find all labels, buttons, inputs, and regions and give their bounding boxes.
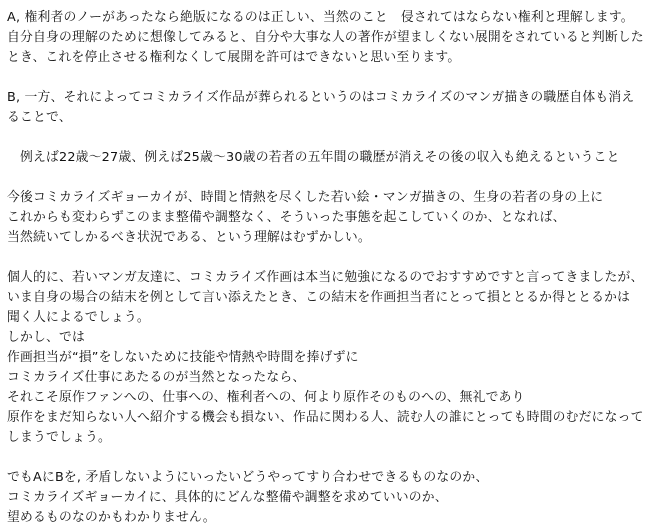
text-line: B, 一方、それによってコミカライズ作品が葬られるというのはコミカライズのマンガ描きの職歴自体も消え <box>7 90 635 105</box>
paragraph-gap <box>7 248 647 268</box>
text-line: 個人的に、若いマンガ友達に、コミカライズ作画は本当に勉強になるのでおすすめですと言ってきましたが、 <box>7 270 644 285</box>
text-line: 作画担当が“損”をしないために技能や情熱や時間を捧げずに <box>7 350 359 365</box>
text-line: 今後コミカライズギョーカイが、時間と情熱を尽くした若い絵・マンガ描きの、生身の若者の身の上に <box>7 190 604 205</box>
paragraph-gap <box>7 448 647 468</box>
text-line: 望めるものなのかもわかりません。 <box>7 510 216 525</box>
text-line: ることで、 <box>7 110 72 125</box>
text-line: それこそ原作ファンへの、仕事への、権利者への、何より原作そのものへの、無礼であり <box>7 390 525 405</box>
text-line: とき、これを停止させる権利なくして展開を許可はできないと思い至ります。 <box>7 50 461 65</box>
text-line: でもAにBを, 矛盾しないようにいったいどうやってすり合わせできるものなのか、 <box>7 470 489 485</box>
document-body <box>7 8 647 528</box>
text-line: 原作をまだ知らない人へ紹介する機会も損ない、作品に関わる人、読む人の誰にとっても時間のむだになって <box>7 410 644 425</box>
text-line: コミカライズギョーカイに、具体的にどんな整備や調整を求めていいのか、 <box>7 490 448 505</box>
text-line: いま自身の場合の結末を例として言い添えたとき、この結末を作画担当者にとって損ととるか得ととるかは <box>7 290 631 305</box>
text-line: A, 権利者のノーがあったなら絶版になるのは正しい、当然のこと 侵されてはならない権利と理解します。 <box>7 10 634 25</box>
text-line: しまうでしょう。 <box>7 430 111 445</box>
text-line: しかし、では <box>7 330 85 345</box>
paragraph-gap <box>7 168 647 188</box>
paragraph-gap <box>7 68 647 88</box>
text-line: 聞く人によるでしょう。 <box>7 310 150 325</box>
text-line: 自分自身の理解のために想像してみると、自分や大事な人の著作が望ましくない展開をされていると判断した <box>7 30 644 45</box>
text-line: 例えば22歳〜27歳、例えば25歳〜30歳の若者の五年間の職歴が消えその後の収入も絶えるということ <box>20 150 620 165</box>
text-line: これからも変わらずこのまま整備や調整なく、そういった事態を起こしていくのか、となれば、 <box>7 210 566 225</box>
text-line: 当然続いてしかるべき状況である、という理解はむずかしい。 <box>7 230 371 245</box>
text-line: コミカライズ仕事にあたるのが当然となったなら、 <box>7 370 306 385</box>
paragraph-gap <box>7 128 647 148</box>
